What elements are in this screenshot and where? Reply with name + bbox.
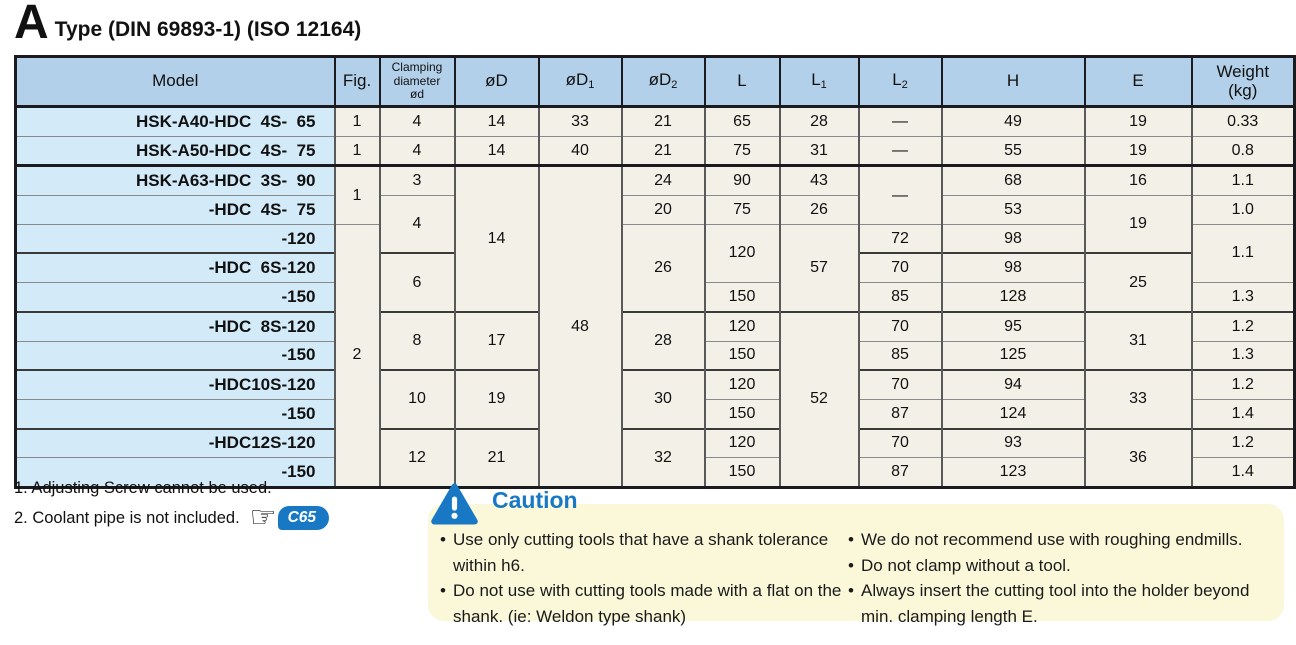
model-cell: -HDC12S-120 [16,429,335,458]
table-row [16,166,1295,196]
data-cell: 57 [780,224,859,312]
col-header-dia-d2: $øD_2$ [622,57,705,107]
data-cell: 1.3 [1192,283,1295,312]
data-cell: 19 [1085,196,1192,254]
data-cell: 87 [859,399,942,428]
data-cell: 120 [705,224,780,282]
data-cell: 8 [380,312,455,370]
col-header-model: Model [16,57,335,107]
table-row [16,370,1295,399]
data-cell: 94 [942,370,1085,399]
data-cell: 120 [705,370,780,399]
caution-item: • Always insert the cutting tool into the holder beyond min. clamping length E. [848,578,1284,629]
data-cell: 16 [1085,166,1192,196]
table-row [16,107,1295,137]
data-cell: 123 [942,458,1085,488]
model-cell: -150 [16,283,335,312]
table-row [16,312,1295,341]
data-cell: 19 [1085,107,1192,137]
data-cell: 68 [942,166,1085,196]
col-header-len-l2: $L_2$ [859,57,942,107]
data-cell: 85 [859,283,942,312]
col-header-len-l: L [705,57,780,107]
data-cell: 53 [942,196,1085,225]
data-cell: 70 [859,429,942,458]
table-row [16,429,1295,458]
model-cell: -120 [16,224,335,253]
col-header-weight: Weight (kg) [1192,57,1295,107]
data-cell: 43 [780,166,859,196]
data-cell: 4 [380,136,455,166]
data-cell: 1.2 [1192,370,1295,399]
data-cell: 36 [1085,429,1192,488]
data-cell: 21 [455,429,539,488]
data-cell: 1.2 [1192,429,1295,458]
model-cell: -150 [16,341,335,370]
col-header-h: H [942,57,1085,107]
data-cell: 14 [455,136,539,166]
data-cell: 55 [942,136,1085,166]
pointing-hand-icon[interactable]: ☞ [249,501,277,534]
data-cell: 70 [859,253,942,282]
data-cell: 70 [859,312,942,341]
data-cell: 24 [622,166,705,196]
data-cell: 1.0 [1192,196,1295,225]
data-cell: 21 [622,107,705,137]
data-cell: 17 [455,312,539,370]
data-cell: 93 [942,429,1085,458]
type-title-text: Type (DIN 69893-1) (ISO 12164) [54,18,362,41]
data-cell: 98 [942,253,1085,282]
data-cell: 150 [705,283,780,312]
col-header-dia-d1: $øD_1$ [539,57,622,107]
data-cell: 33 [539,107,622,137]
data-cell: 120 [705,429,780,458]
data-cell: 1 [335,107,380,137]
data-cell: 4 [380,107,455,137]
data-cell: 0.8 [1192,136,1295,166]
data-cell: 1.1 [1192,166,1295,196]
data-cell: 10 [380,370,455,428]
model-cell: -HDC 6S-120 [16,253,335,282]
data-cell: 14 [455,166,539,312]
data-cell: 21 [622,136,705,166]
data-cell: 72 [859,224,942,253]
table-row [16,196,1295,225]
data-cell: 65 [705,107,780,137]
data-cell: 150 [705,341,780,370]
data-cell: 6 [380,253,455,311]
data-cell: 1 [335,136,380,166]
data-cell: 19 [455,370,539,428]
data-cell: 26 [622,224,705,312]
data-cell: 33 [1085,370,1192,428]
data-cell: 19 [1085,136,1192,166]
data-cell: 75 [705,136,780,166]
data-cell: 26 [780,196,859,225]
data-cell: 75 [705,196,780,225]
col-header-dia-d: øD [455,57,539,107]
footnotes [14,477,329,537]
data-cell: 1.4 [1192,399,1295,428]
caution-list-left [440,527,846,629]
data-cell: 3 [380,166,455,196]
footnote-1 [14,477,329,499]
caution-list-right [848,527,1284,629]
footnote-2-text: 2. Coolant pipe is not included. [14,509,240,527]
data-cell: 98 [942,224,1085,253]
caution-item: • Do not use with cutting tools made with a flat on the shank. (ie: Weldon type shank) [440,578,846,629]
type-letter: A [14,0,48,49]
data-cell: 128 [942,283,1085,312]
data-cell: 28 [622,312,705,370]
col-header-fig: Fig. [335,57,380,107]
data-cell: 20 [622,196,705,225]
model-cell: HSK-A40-HDC 4S- 65 [16,107,335,137]
model-cell: -150 [16,458,335,488]
caution-item: • We do not recommend use with roughing endmills. [848,527,1284,553]
model-cell: -HDC10S-120 [16,370,335,399]
data-cell: 150 [705,399,780,428]
data-cell: 1.3 [1192,341,1295,370]
data-cell: 0.33 [1192,107,1295,137]
caution-item: • Use only cutting tools that have a shank tolerance within h6. [440,527,846,578]
spec-table [14,55,1296,489]
data-cell: 30 [622,370,705,428]
page-ref-link[interactable]: C65 [278,506,329,530]
data-cell: 28 [780,107,859,137]
data-cell: 90 [705,166,780,196]
data-cell: 4 [380,196,455,254]
model-cell: HSK-A63-HDC 3S- 90 [16,166,335,196]
data-cell: 12 [380,429,455,488]
data-cell: 14 [455,107,539,137]
model-cell: -HDC 4S- 75 [16,196,335,225]
data-cell: — [859,166,942,224]
data-cell: 48 [539,166,622,488]
data-cell: 124 [942,399,1085,428]
footnote-2 [14,501,329,534]
data-cell: 95 [942,312,1085,341]
table-row [16,136,1295,166]
page-title [14,0,362,49]
data-cell: 150 [705,458,780,488]
data-cell: — [859,136,942,166]
data-cell: 70 [859,370,942,399]
data-cell: 1.1 [1192,224,1295,282]
data-cell: 31 [1085,312,1192,370]
data-cell: 40 [539,136,622,166]
data-cell: 52 [780,312,859,488]
data-cell: 2 [335,224,380,487]
warning-triangle-icon [431,483,478,526]
col-header-len-l1: $L_1$ [780,57,859,107]
data-cell: 87 [859,458,942,488]
caution-title: Caution [492,487,578,513]
model-cell: -HDC 8S-120 [16,312,335,341]
data-cell: 1.4 [1192,458,1295,488]
data-cell: 120 [705,312,780,341]
data-cell: 49 [942,107,1085,137]
data-cell: 1 [335,166,380,224]
data-cell: 1.2 [1192,312,1295,341]
footnote-1-text: 1. Adjusting Screw cannot be used. [14,479,272,497]
model-cell: HSK-A50-HDC 4S- 75 [16,136,335,166]
data-cell: 125 [942,341,1085,370]
data-cell: 25 [1085,253,1192,311]
model-cell: -150 [16,399,335,428]
col-header-clamping-diameter: Clamping diameter ød [380,57,455,107]
table-header-row [16,57,1295,107]
col-header-e: E [1085,57,1192,107]
caution-item: • Do not clamp without a tool. [848,553,1284,579]
data-cell: — [859,107,942,137]
data-cell: 85 [859,341,942,370]
data-cell: 31 [780,136,859,166]
data-cell: 32 [622,429,705,488]
